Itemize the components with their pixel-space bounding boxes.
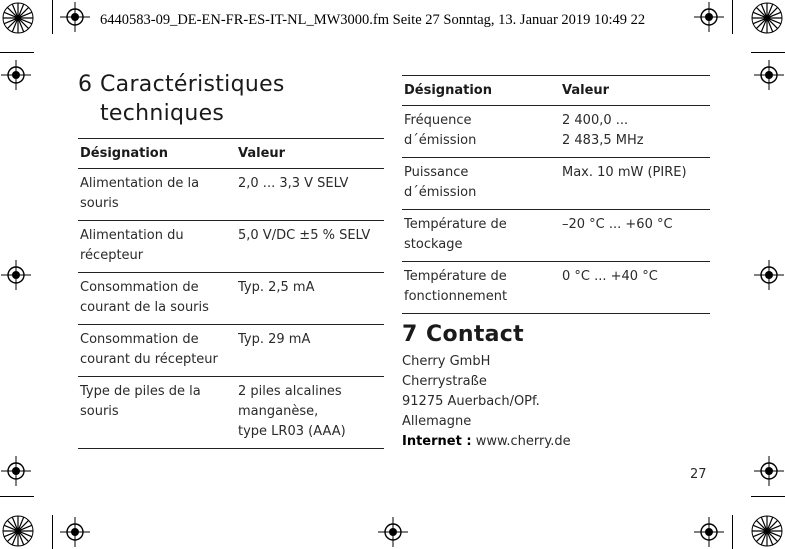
section-title: Contact: [426, 322, 524, 347]
section-7-heading: [402, 320, 524, 349]
spec-table-left: [78, 138, 384, 449]
value-cell: Typ. 2,5 mA: [236, 273, 384, 325]
designation-cell: Consommation de courant du récepteur: [78, 325, 236, 377]
value-cell: 2 400,0 ... 2 483,5 MHz: [560, 106, 710, 158]
table-row: [402, 262, 710, 314]
designation-cell: Alimentation du récepteur: [78, 221, 236, 273]
registration-mark-icon: [1, 60, 31, 90]
registration-mark-icon: [60, 2, 90, 32]
calibration-starburst-icon: [751, 2, 783, 34]
calibration-starburst-icon: [2, 515, 34, 547]
table-row: [402, 158, 710, 210]
section-number: 6: [78, 72, 93, 97]
internet-line: [402, 432, 571, 452]
registration-mark-icon: [60, 517, 90, 547]
column-header-value: Valeur: [560, 76, 710, 106]
city: 91275 Auerbach/OPf.: [402, 394, 540, 409]
table-row: [78, 169, 384, 221]
registration-mark-icon: [754, 456, 784, 486]
street: Cherrystraße: [402, 374, 487, 389]
value-cell: 5,0 V/DC ±5 % SELV: [236, 221, 384, 273]
company-name: Cherry GmbH: [402, 354, 491, 369]
crop-line: [732, 515, 733, 549]
crop-line: [0, 52, 34, 53]
crop-line: [732, 0, 733, 34]
value-cell: 0 °C ... +40 °C: [560, 262, 710, 314]
table-row: [78, 325, 384, 377]
section-6-heading: [78, 70, 285, 128]
designation-cell: Température de stockage: [402, 210, 560, 262]
contact-block: [402, 352, 571, 452]
designation-cell: Fréquence d´émission: [402, 106, 560, 158]
table-header-row: [402, 76, 710, 106]
website-link[interactable]: www.cherry.de: [475, 434, 571, 449]
registration-mark-icon: [694, 517, 724, 547]
crop-line: [52, 0, 53, 34]
table-row: [78, 377, 384, 449]
section-title-line2: techniques: [100, 101, 225, 126]
print-header: 6440583-09_DE-EN-FR-ES-IT-NL_MW3000.fm Seite 27 Sonntag, 13. Januar 2019 10:49 22: [100, 12, 646, 28]
designation-cell: Alimentation de la souris: [78, 169, 236, 221]
crop-line: [751, 496, 785, 497]
designation-cell: Puissance d´émission: [402, 158, 560, 210]
country: Allemagne: [402, 414, 472, 429]
column-header-value: Valeur: [236, 139, 384, 169]
spec-table-right: [402, 75, 710, 314]
internet-label: Internet :: [402, 434, 472, 449]
column-header-designation: Désignation: [402, 76, 560, 106]
column-header-designation: Désignation: [78, 139, 236, 169]
table-row: [78, 273, 384, 325]
value-cell: –20 °C ... +60 °C: [560, 210, 710, 262]
registration-mark-icon: [378, 517, 408, 547]
calibration-starburst-icon: [751, 515, 783, 547]
registration-mark-icon: [754, 260, 784, 290]
value-cell: Max. 10 mW (PIRE): [560, 158, 710, 210]
designation-cell: Type de piles de la souris: [78, 377, 236, 449]
table-header-row: [78, 139, 384, 169]
section-number: 7: [402, 322, 418, 347]
registration-mark-icon: [754, 60, 784, 90]
crop-line: [751, 52, 785, 53]
crop-line: [0, 496, 34, 497]
registration-mark-icon: [1, 260, 31, 290]
table-row: [402, 106, 710, 158]
designation-cell: Consommation de courant de la souris: [78, 273, 236, 325]
section-title: Caractéristiques: [100, 72, 285, 97]
calibration-starburst-icon: [2, 2, 34, 34]
table-row: [78, 221, 384, 273]
crop-line: [52, 515, 53, 549]
designation-cell: Température de fonctionnement: [402, 262, 560, 314]
value-cell: 2 piles alcalines manganèse, type LR03 (AAA): [236, 377, 384, 449]
page-number: 27: [690, 467, 707, 482]
value-cell: Typ. 29 mA: [236, 325, 384, 377]
registration-mark-icon: [1, 456, 31, 486]
table-row: [402, 210, 710, 262]
value-cell: 2,0 ... 3,3 V SELV: [236, 169, 384, 221]
